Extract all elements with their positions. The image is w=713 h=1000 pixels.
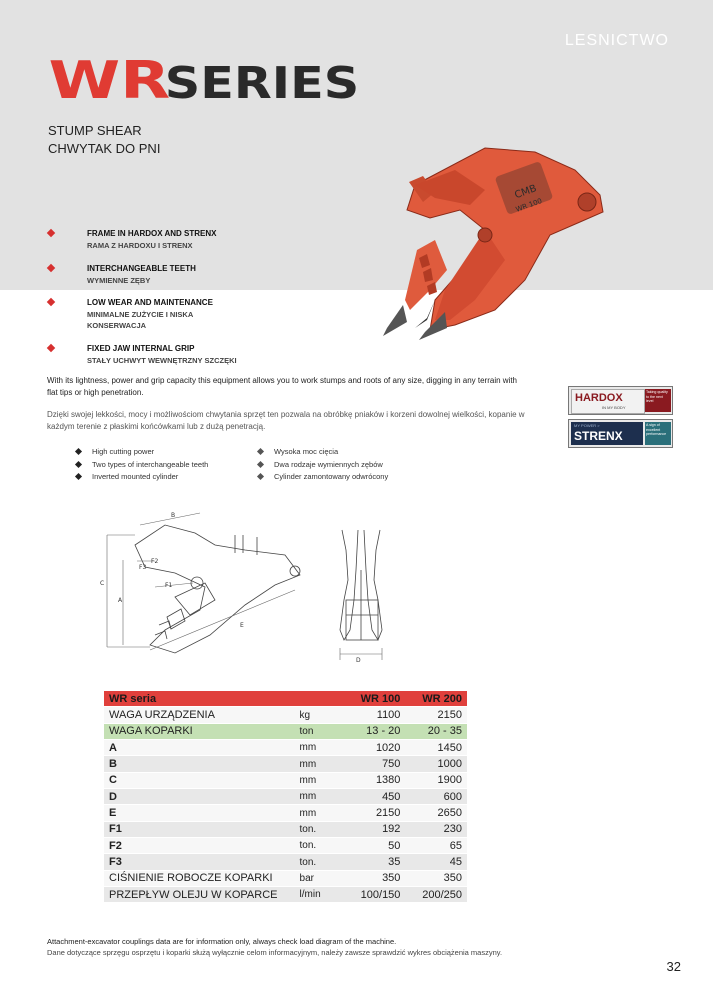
- header-cell-wr200: WR 200: [405, 691, 467, 707]
- table-row: [104, 707, 467, 723]
- row-value-wr200: 20 - 35: [405, 723, 467, 739]
- row-label: C: [104, 772, 298, 788]
- dim-label-b: B: [171, 512, 176, 519]
- row-label: D: [104, 789, 298, 805]
- row-value-wr100: 1380: [339, 772, 405, 788]
- table-header-row: [104, 691, 467, 707]
- list-item: [254, 459, 388, 472]
- row-value-wr200: 1900: [405, 772, 467, 788]
- diamond-bullet-icon: [75, 448, 82, 455]
- list-item: [254, 471, 388, 484]
- row-label: F2: [104, 838, 298, 854]
- hardox-badge: [568, 386, 673, 415]
- product-brand-label: CMB: [513, 183, 539, 202]
- feature-title: FIXED JAW INTERNAL GRIP: [87, 344, 195, 353]
- strenx-badge: [568, 419, 673, 448]
- row-unit: kg: [298, 707, 340, 723]
- subtitle-pl: CHWYTAK DO PNI: [48, 141, 161, 156]
- feature-title: FRAME IN HARDOX AND STRENX: [87, 229, 217, 238]
- header-cell-name: WR seria: [104, 691, 298, 707]
- table-row: [104, 821, 467, 837]
- row-value-wr100: 2150: [339, 805, 405, 821]
- row-unit: mm: [298, 772, 340, 788]
- row-unit: ton.: [298, 821, 340, 837]
- row-label: F1: [104, 821, 298, 837]
- hardox-logo: [571, 389, 645, 414]
- description-en: With its lightness, power and grip capacity this equipment allows you to work stumps and roots of any size, digging in any terrain with flat tips or high penetration.: [47, 376, 518, 397]
- diamond-bullet-icon: [257, 460, 264, 467]
- dim-label-e: E: [240, 622, 244, 629]
- table-row: [104, 740, 467, 756]
- row-label: PRZEPŁYW OLEJU W KOPARCE: [104, 887, 298, 903]
- row-unit: mm: [298, 789, 340, 805]
- feature-subtitle: STAŁY UCHWYT WEWNĘTRZNY SZCZĘKI: [87, 356, 237, 365]
- footer-note-en: Attachment-excavator couplings data are for information only, always check load diagram of the machine.: [47, 937, 397, 946]
- feature-title: LOW WEAR AND MAINTENANCE: [87, 298, 213, 307]
- diamond-bullet-icon: [47, 298, 55, 306]
- dim-label-c: C: [100, 580, 105, 587]
- row-value-wr200: 45: [405, 854, 467, 870]
- list-item: [72, 471, 208, 484]
- header-cell-unit: [298, 691, 340, 707]
- row-value-wr200: 2150: [405, 707, 467, 723]
- list-item: [72, 459, 208, 472]
- row-value-wr100: 1020: [339, 740, 405, 756]
- diamond-bullet-icon: [257, 448, 264, 455]
- diamond-bullet-icon: [47, 229, 55, 237]
- strenx-tagline: A sign of excellent performance: [645, 422, 671, 445]
- subtitle-en: STUMP SHEAR: [48, 123, 142, 138]
- row-value-wr100: 192: [339, 821, 405, 837]
- table-row: [104, 789, 467, 805]
- feature-subtitle: MINIMALNE ZUŻYCIE I NISKA KONSERWACJA: [87, 310, 193, 330]
- row-label: E: [104, 805, 298, 821]
- table-row: [104, 854, 467, 870]
- strenx-name: STRENX: [574, 429, 623, 443]
- list-item-text: Cylinder zamontowany odwrócony: [274, 472, 389, 481]
- row-unit: ton: [298, 723, 340, 739]
- diamond-bullet-icon: [47, 344, 55, 352]
- row-value-wr200: 2650: [405, 805, 467, 821]
- row-value-wr200: 65: [405, 838, 467, 854]
- row-value-wr200: 230: [405, 821, 467, 837]
- spec-table: [104, 691, 467, 903]
- feature-subtitle: RAMA Z HARDOXU I STRENX: [87, 241, 193, 250]
- row-value-wr100: 35: [339, 854, 405, 870]
- feature-item: [48, 264, 378, 288]
- feature-item: [48, 344, 378, 368]
- list-item-text: Dwa rodzaje wymiennych zębów: [274, 459, 383, 469]
- table-row: [104, 887, 467, 903]
- row-label: WAGA KOPARKI: [104, 723, 298, 739]
- description-pl: Dzięki swojej lekkości, mocy i możliwościom chwytania sprzęt ten pozwala na obróbkę pniaków i korzeni dowolnej wielkości, kopanie w każdym terenie z płaskimi końcówkami lub z dużą penetracją.: [47, 410, 525, 431]
- page-number: 32: [666, 959, 681, 974]
- row-value-wr100: 1100: [339, 707, 405, 723]
- row-value-wr200: 1000: [405, 756, 467, 772]
- bullet-list-en: [72, 446, 208, 484]
- list-item-text: High cutting power: [92, 447, 155, 456]
- feature-item: [48, 229, 378, 253]
- diamond-bullet-icon: [75, 473, 82, 480]
- diamond-bullet-icon: [257, 473, 264, 480]
- diamond-bullet-icon: [47, 264, 55, 272]
- row-unit: mm: [298, 805, 340, 821]
- row-unit: mm: [298, 740, 340, 756]
- diamond-bullet-icon: [75, 460, 82, 467]
- row-value-wr100: 450: [339, 789, 405, 805]
- table-row: [104, 805, 467, 821]
- series-code: WR: [48, 52, 171, 111]
- product-image: [375, 140, 615, 350]
- row-label: B: [104, 756, 298, 772]
- dim-label-f1: F1: [165, 582, 173, 589]
- table-row: [104, 772, 467, 788]
- row-value-wr100: 750: [339, 756, 405, 772]
- hardox-name: HARDOX: [575, 392, 623, 404]
- row-unit: bar: [298, 870, 340, 886]
- row-value-wr200: 200/250: [405, 887, 467, 903]
- row-label: CIŚNIENIE ROBOCZE KOPARKI: [104, 870, 298, 886]
- list-item: [254, 446, 388, 459]
- list-item-text: Inverted mounted cylinder: [92, 472, 179, 481]
- row-unit: mm: [298, 756, 340, 772]
- header-cell-wr100: WR 100: [339, 691, 405, 707]
- hardox-sub: IN MY BODY: [602, 405, 626, 410]
- row-unit: ton.: [298, 854, 340, 870]
- table-row: [104, 756, 467, 772]
- list-item-text: Two types of interchangeable teeth: [92, 459, 209, 469]
- table-row: [104, 870, 467, 886]
- list-item: [72, 446, 208, 459]
- product-model-label: WR 100: [514, 196, 544, 214]
- row-value-wr100: 50: [339, 838, 405, 854]
- row-label: A: [104, 740, 298, 756]
- row-label: WAGA URZĄDZENIA: [104, 707, 298, 723]
- hardox-tagline: Taking quality to the next level: [645, 389, 671, 412]
- strenx-logo: [571, 422, 643, 445]
- feature-item: [48, 298, 378, 332]
- row-value-wr100: 13 - 20: [339, 723, 405, 739]
- dimension-drawing-side: [95, 505, 325, 675]
- table-row: [104, 723, 467, 739]
- footer-note-pl: Dane dotyczące sprzęgu osprzętu i koparki służą wyłącznie celom informacyjnym, należy zawsze sprawdzić wykres obciążenia maszyny.: [47, 948, 503, 957]
- feature-subtitle: WYMIENNE ZĘBY: [87, 276, 151, 285]
- list-item-text: Wysoka moc cięcia: [274, 447, 339, 456]
- dim-label-f3: F3: [139, 564, 147, 571]
- table-row: [104, 838, 467, 854]
- dim-label-d: D: [356, 657, 361, 664]
- bullet-list-pl: [254, 446, 388, 484]
- row-value-wr100: 350: [339, 870, 405, 886]
- row-unit: ton.: [298, 838, 340, 854]
- row-value-wr200: 350: [405, 870, 467, 886]
- dim-label-a: A: [118, 597, 123, 604]
- series-title: [46, 52, 386, 112]
- row-value-wr100: 100/150: [339, 887, 405, 903]
- row-value-wr200: 600: [405, 789, 467, 805]
- dimension-drawing-front: [320, 520, 400, 670]
- row-unit: l/min: [298, 887, 340, 903]
- strenx-pre: MY POWER >: [574, 423, 600, 428]
- category-label: LESNICTWO: [564, 32, 669, 49]
- row-label: F3: [104, 854, 298, 870]
- row-value-wr200: 1450: [405, 740, 467, 756]
- series-word: SERIES: [164, 58, 360, 110]
- feature-title: INTERCHANGEABLE TEETH: [87, 264, 196, 273]
- dim-label-f2: F2: [151, 558, 159, 565]
